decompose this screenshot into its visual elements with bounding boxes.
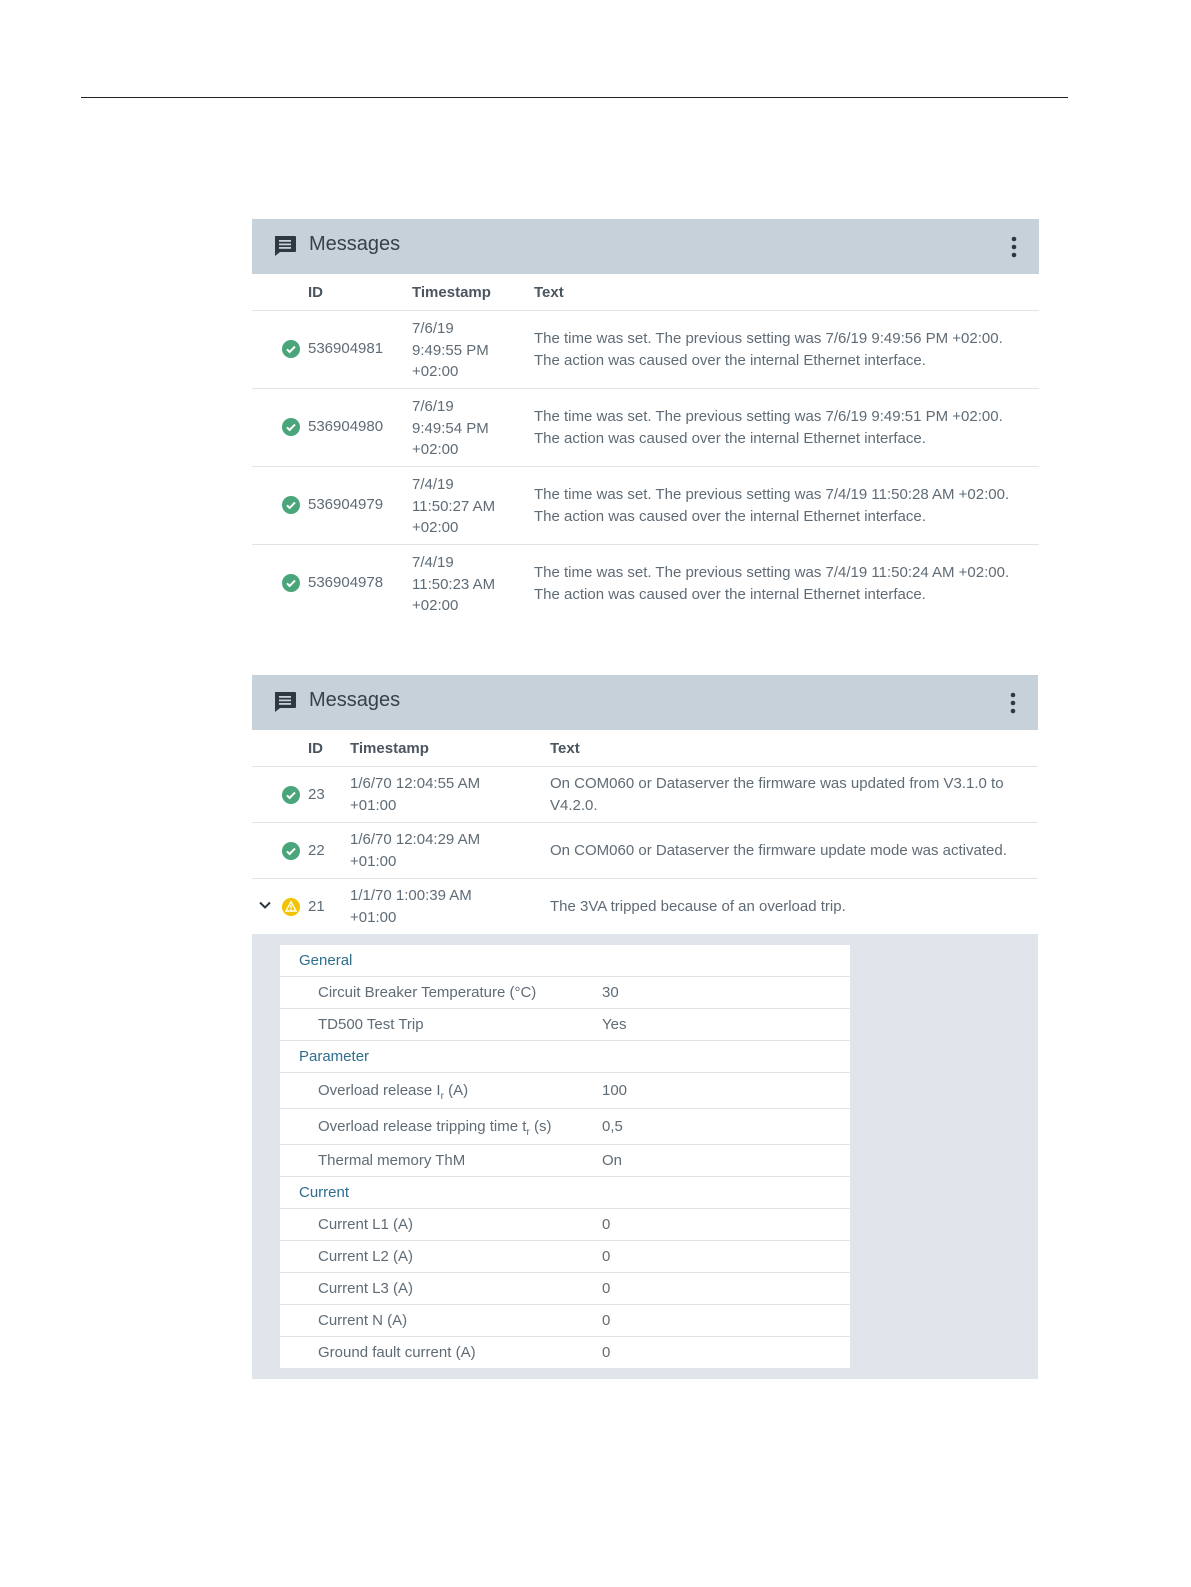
detail-row (280, 1337, 850, 1368)
success-check-icon (282, 842, 300, 860)
message-text: On COM060 or Dataserver the firmware update mode was activated. (550, 842, 1007, 859)
detail-row (280, 1109, 850, 1145)
detail-label: Thermal memory ThM (318, 1152, 466, 1169)
message-icon (273, 691, 297, 713)
panel-header (252, 219, 1039, 274)
message-id: 536904979 (308, 496, 384, 513)
detail-row (280, 1273, 850, 1305)
detail-row (280, 1145, 850, 1177)
column-header-timestamp[interactable]: Timestamp (412, 284, 491, 301)
detail-label: Overload release tripping time $t_r$ (s) (318, 1118, 552, 1138)
table-header (252, 730, 1038, 767)
warning-icon (282, 898, 300, 916)
message-details-table (280, 945, 850, 1368)
column-header-text[interactable]: Text (550, 740, 580, 757)
detail-value: 100 (602, 1082, 628, 1099)
messages-panel-1 (252, 219, 1039, 622)
success-check-icon (282, 418, 300, 436)
message-timestamp: 7/6/19 9:49:55 PM +02:00 (412, 320, 489, 380)
detail-row (280, 977, 850, 1009)
message-timestamp: 1/1/70 1:00:39 AM +01:00 (350, 887, 472, 926)
detail-label: Ground fault current (A) (318, 1344, 476, 1361)
message-id: 536904981 (308, 340, 384, 357)
detail-value: 0 (602, 1216, 611, 1233)
message-text: The time was set. The previous setting was 7/6/19 9:49:51 PM +02:00. The action was caused over the internal Ethernet interface. (534, 408, 1003, 447)
message-id: 536904980 (308, 418, 384, 435)
message-id: 22 (308, 842, 325, 859)
detail-label: Current L1 (A) (318, 1216, 414, 1233)
column-header-timestamp[interactable]: Timestamp (350, 740, 429, 757)
message-text: The time was set. The previous setting was 7/4/19 11:50:24 AM +02:00. The action was caused over the internal Ethernet interface. (534, 564, 1010, 603)
detail-label: TD500 Test Trip (318, 1016, 424, 1033)
table-row[interactable] (252, 545, 1039, 622)
panel-title: Messages (309, 689, 401, 711)
detail-label: Current N (A) (318, 1312, 408, 1329)
section-general: General (280, 945, 850, 977)
detail-value: 30 (602, 984, 619, 1001)
message-timestamp: 7/6/19 9:49:54 PM +02:00 (412, 398, 489, 458)
more-options-icon[interactable] (1008, 692, 1018, 714)
detail-value: 0 (602, 1344, 611, 1361)
message-timestamp: 7/4/19 11:50:27 AM +02:00 (412, 476, 496, 536)
detail-label: Current L2 (A) (318, 1248, 414, 1265)
detail-value: 0 (602, 1248, 611, 1265)
success-check-icon (282, 340, 300, 358)
message-id: 21 (308, 898, 325, 915)
detail-label: Current L3 (A) (318, 1280, 414, 1297)
message-timestamp: 1/6/70 12:04:55 AM +01:00 (350, 775, 481, 814)
more-options-icon[interactable] (1009, 236, 1019, 258)
message-timestamp: 1/6/70 12:04:29 AM +01:00 (350, 831, 481, 870)
detail-row (280, 1241, 850, 1273)
table-row[interactable] (252, 389, 1039, 467)
section-parameter: Parameter (280, 1041, 850, 1073)
detail-value: Yes (602, 1016, 627, 1033)
detail-row (280, 1209, 850, 1241)
panel-header (252, 675, 1038, 730)
column-header-text[interactable]: Text (534, 284, 564, 301)
success-check-icon (282, 786, 300, 804)
success-check-icon (282, 496, 300, 514)
message-text: On COM060 or Dataserver the firmware was updated from V3.1.0 to V4.2.0. (550, 775, 1004, 814)
chevron-down-icon[interactable] (259, 900, 271, 910)
message-text: The 3VA tripped because of an overload trip. (550, 898, 846, 915)
table-row[interactable] (252, 767, 1038, 823)
detail-label: Overload release $I_r$ (A) (318, 1082, 469, 1102)
messages-panel-2 (252, 675, 1038, 1379)
message-text: The time was set. The previous setting was 7/4/19 11:50:28 AM +02:00. The action was caused over the internal Ethernet interface. (534, 486, 1010, 525)
panel-title: Messages (309, 233, 401, 255)
message-details-area (252, 934, 1038, 1379)
section-current: Current (280, 1177, 850, 1209)
message-id: 23 (308, 786, 325, 803)
message-id: 536904978 (308, 574, 384, 591)
detail-value: On (602, 1152, 623, 1169)
detail-label: Circuit Breaker Temperature (°C) (318, 984, 537, 1001)
detail-value: 0 (602, 1312, 611, 1329)
detail-value: 0,5 (602, 1118, 623, 1135)
table-row[interactable] (252, 467, 1039, 545)
message-icon (273, 235, 297, 257)
column-header-id[interactable]: ID (308, 284, 323, 301)
column-header-id[interactable]: ID (308, 740, 323, 757)
detail-value: 0 (602, 1280, 611, 1297)
page-top-rule (81, 97, 1068, 98)
detail-row (280, 1009, 850, 1041)
table-row[interactable] (252, 311, 1039, 389)
detail-row (280, 1073, 850, 1109)
message-text: The time was set. The previous setting was 7/6/19 9:49:56 PM +02:00. The action was caused over the internal Ethernet interface. (534, 330, 1003, 369)
table-header (252, 274, 1039, 311)
table-row-expanded[interactable] (252, 879, 1038, 934)
table-row[interactable] (252, 823, 1038, 879)
message-timestamp: 7/4/19 11:50:23 AM +02:00 (412, 554, 496, 614)
detail-row (280, 1305, 850, 1337)
success-check-icon (282, 574, 300, 592)
